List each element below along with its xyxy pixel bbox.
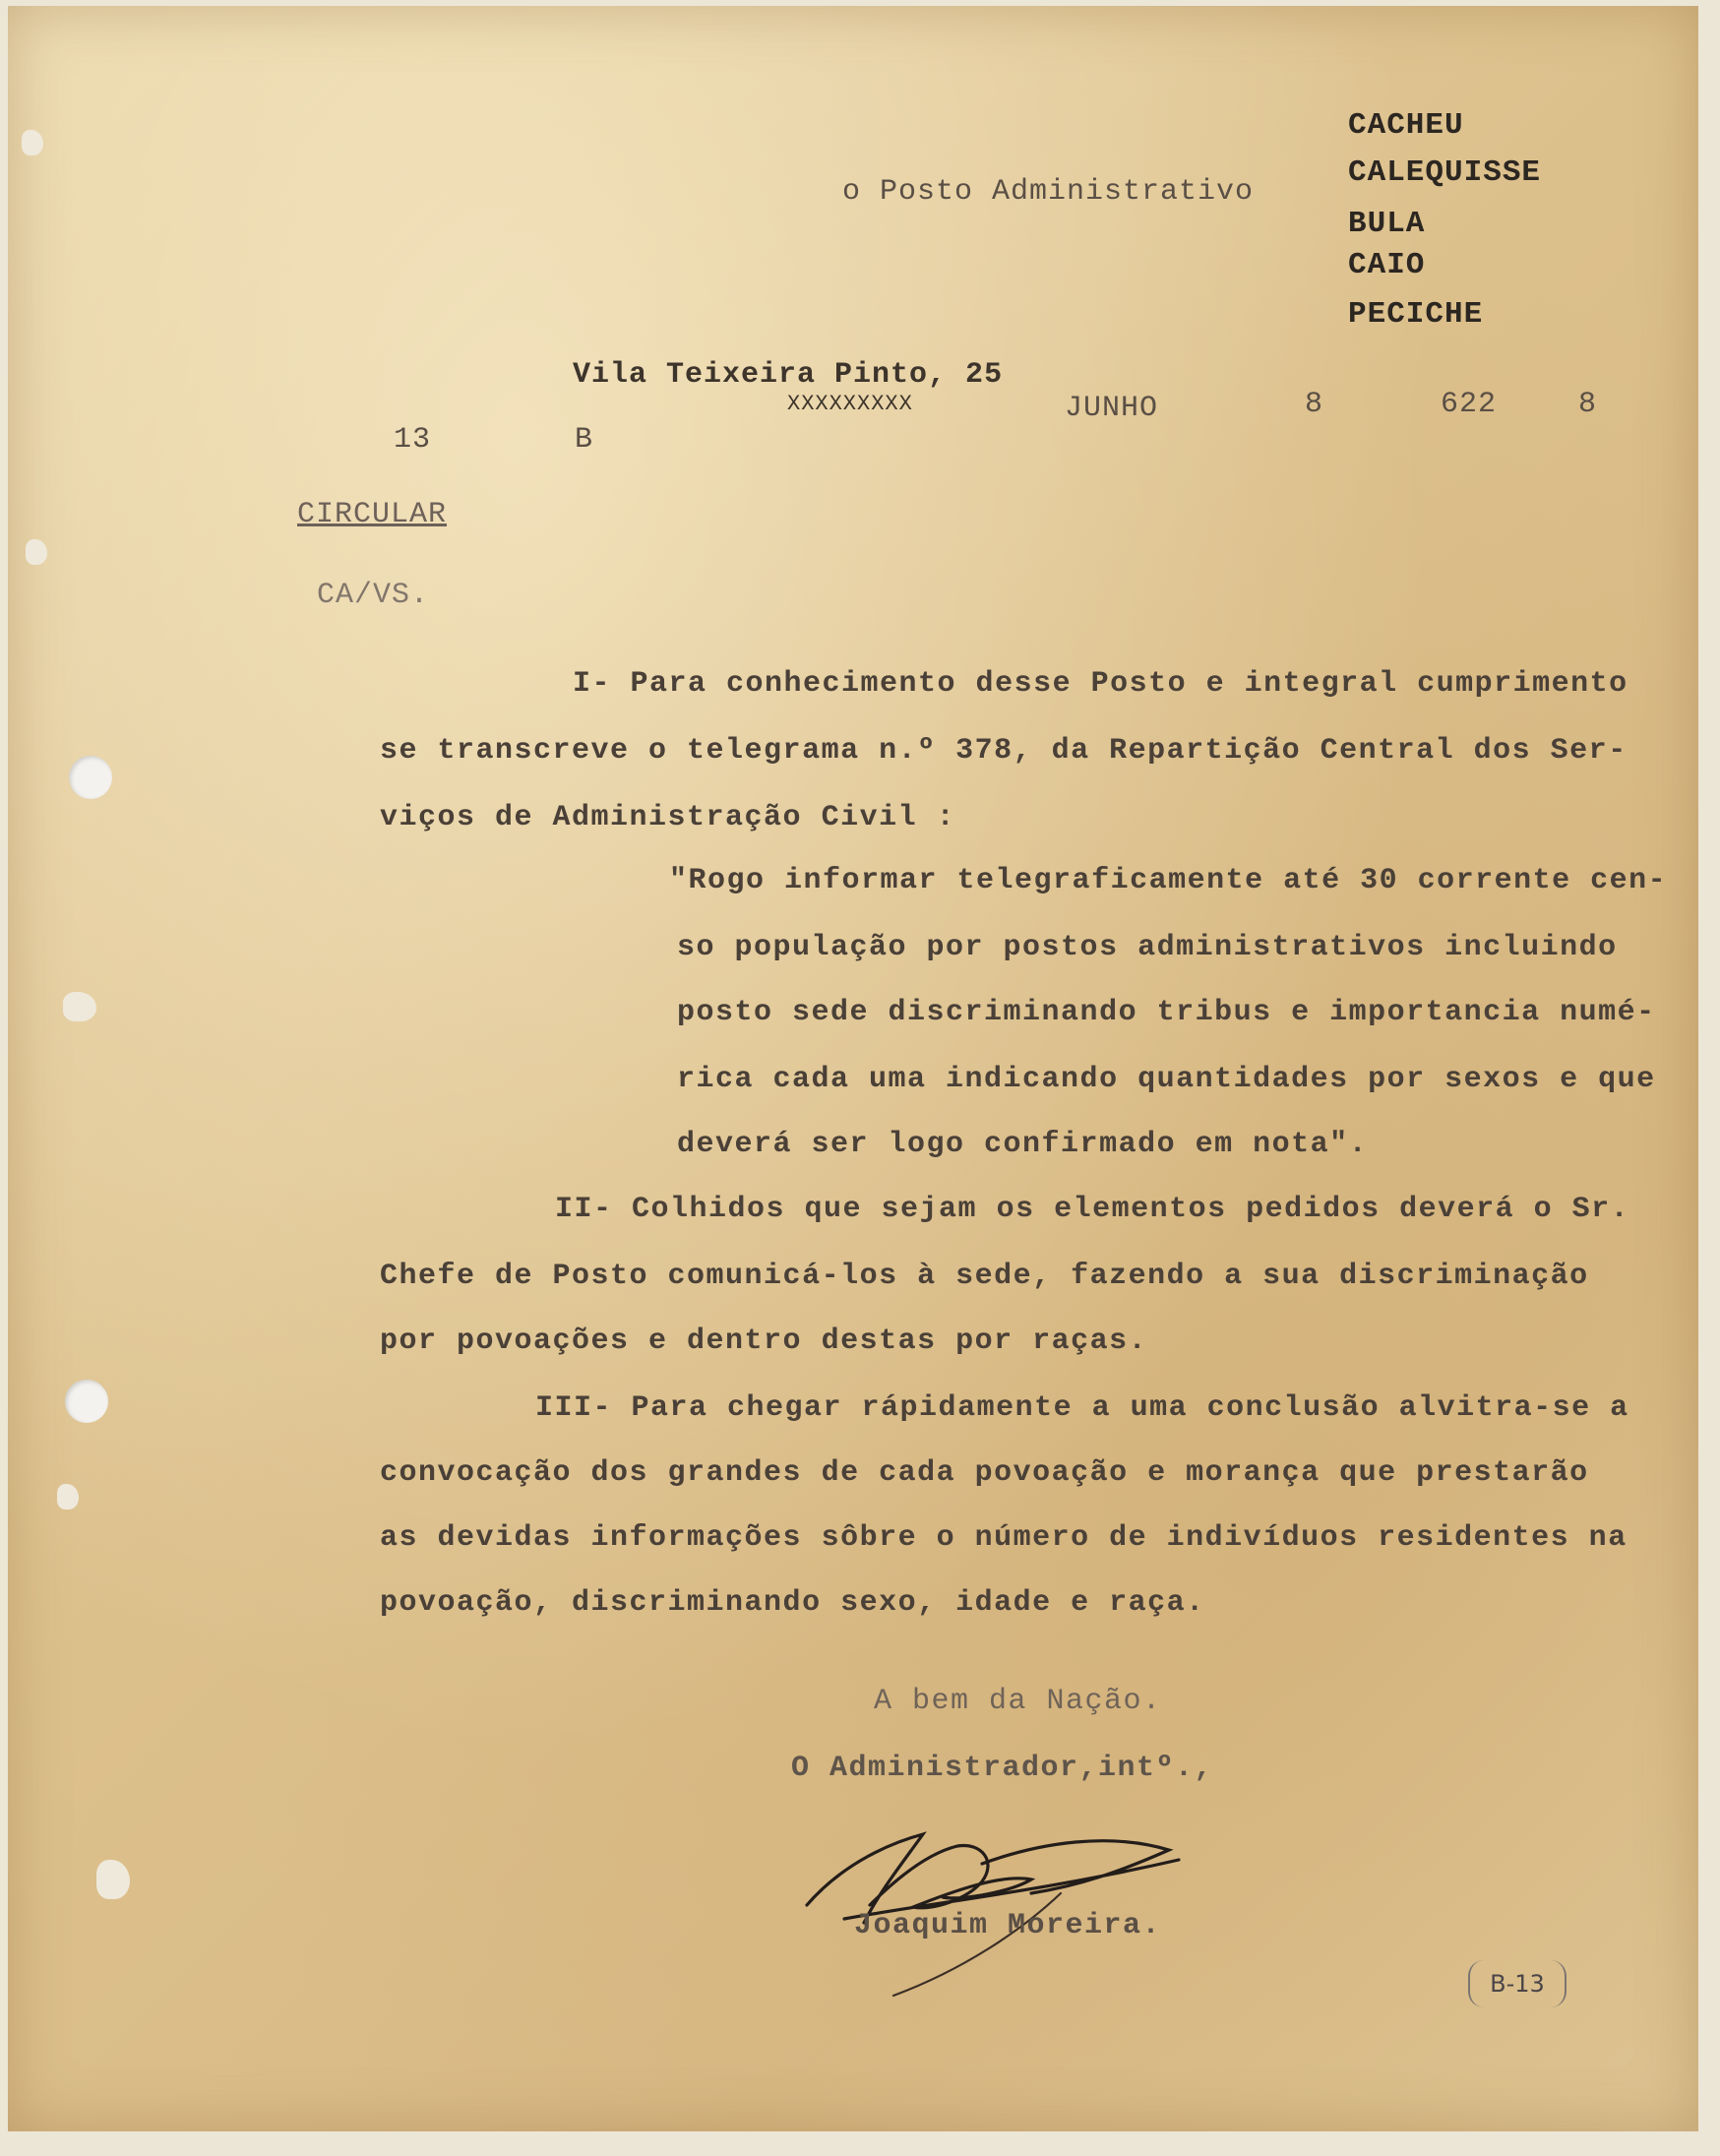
circular-label: CIRCULAR	[297, 498, 448, 531]
handwritten-signature	[785, 1803, 1198, 2000]
signatory-name: Joaquim Moreira.	[854, 1909, 1162, 1942]
body-line: as devidas informações sôbre o número de indivíduos residentes na	[380, 1521, 1628, 1555]
recipient-item: CALEQUISSE	[1348, 155, 1542, 190]
quote-line: rica cada uma indicando quantidades por sexos e que	[677, 1063, 1656, 1096]
recipient-item: PECICHE	[1348, 297, 1484, 332]
body-line: I- Para conhecimento desse Posto e integral cumprimento	[573, 667, 1628, 701]
archive-stamp: B-13	[1468, 1960, 1566, 2007]
recipient-item: BULA	[1348, 207, 1426, 241]
recipient-item: CACHEU	[1348, 108, 1464, 143]
torn-edge	[57, 1484, 79, 1509]
body-line: se transcreve o telegrama n.º 378, da Repartição Central dos Ser-	[380, 734, 1628, 768]
typist-initials: CA/VS.	[317, 579, 430, 612]
document-page	[8, 6, 1698, 2131]
quote-line: deverá ser logo confirmado em nota".	[677, 1128, 1369, 1161]
quote-line: posto sede discriminando tribus e importancia numé-	[677, 996, 1656, 1029]
body-line: Chefe de Posto comunicá-los à sede, fazendo a sua discriminação	[380, 1260, 1589, 1293]
body-line: por povoações e dentro destas por raças.	[380, 1324, 1148, 1358]
addressee-line: o Posto Administrativo	[842, 175, 1255, 209]
salutation: A bem da Nação.	[874, 1685, 1162, 1718]
place-date: Vila Teixeira Pinto, 25	[573, 358, 1004, 392]
body-line: II- Colhidos que sejam os elementos pedidos deverá o Sr.	[555, 1193, 1630, 1226]
reference-number: 13	[394, 423, 432, 457]
punch-hole	[65, 1380, 108, 1423]
signatory-title: O Administrador,intº.,	[791, 1752, 1214, 1785]
punch-hole	[69, 756, 112, 799]
recipient-item: CAIO	[1348, 248, 1426, 282]
torn-edge	[96, 1860, 130, 1899]
reference-number: 8	[1578, 388, 1598, 421]
struck-text: XXXXXXXXX	[787, 392, 913, 416]
date-month: JUNHO	[1065, 392, 1159, 425]
body-line: povoação, discriminando sexo, idade e raça.	[380, 1586, 1205, 1620]
torn-edge	[22, 130, 43, 155]
body-line: III- Para chegar rápidamente a uma conclusão alvitra-se a	[535, 1391, 1629, 1425]
quote-line: "Rogo informar telegraficamente até 30 corrente cen-	[669, 864, 1668, 897]
reference-number: 622	[1441, 388, 1498, 421]
body-line: convocação dos grandes de cada povoação e morança que prestarão	[380, 1456, 1589, 1490]
torn-edge	[26, 539, 47, 565]
torn-edge	[63, 992, 96, 1021]
body-line: viços de Administração Civil :	[380, 801, 956, 834]
reference-number: 8	[1305, 388, 1324, 421]
reference-letter: B	[575, 423, 594, 457]
quote-line: so população por postos administrativos incluindo	[677, 931, 1618, 964]
